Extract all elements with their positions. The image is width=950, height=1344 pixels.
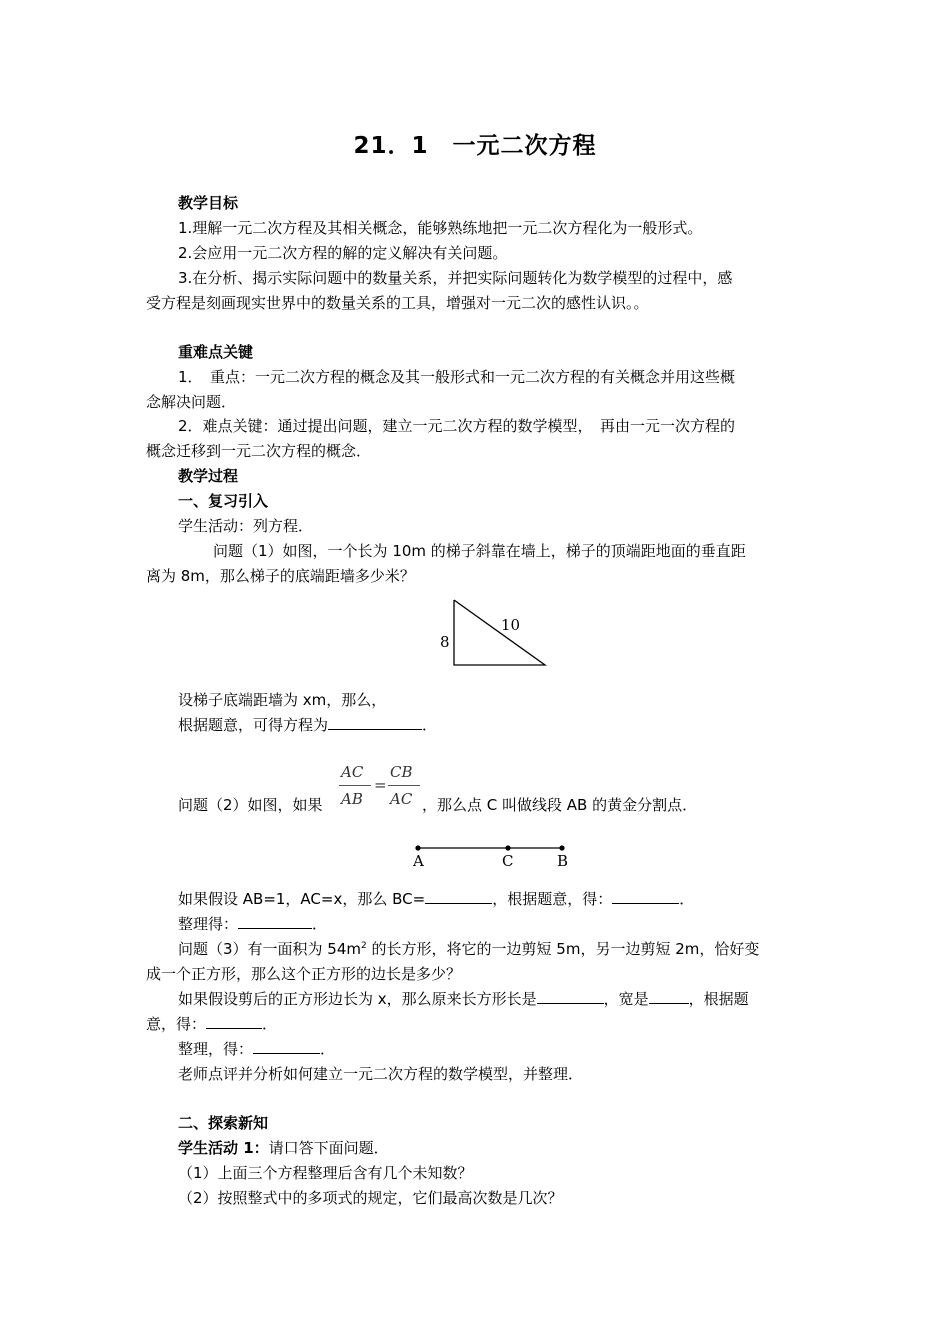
question-3-text: 成一个正方形，那么这个正方形的边长是多少？ bbox=[146, 965, 462, 983]
superscript: 2 bbox=[361, 941, 367, 951]
question-3-tidy bbox=[178, 1039, 335, 1059]
activity-1 bbox=[178, 1138, 389, 1158]
goal-item: 3.在分析、揭示实际问题中的数量关系，并把实际问题转化为数学模型的过程中，感 bbox=[178, 269, 733, 287]
key-item: 念解决问题． bbox=[146, 393, 237, 411]
key-item: 概念迁移到一元二次方程的概念． bbox=[146, 442, 372, 460]
point-c-label: C bbox=[502, 852, 514, 870]
period: ． bbox=[312, 915, 328, 933]
fraction-bar bbox=[339, 785, 371, 786]
question-1-text: 问题（1）如图，一个长为 10m 的梯子斜靠在墙上，梯子的顶端距地面的垂直距 bbox=[213, 542, 746, 560]
section-heading: 二、探索新知 bbox=[178, 1114, 269, 1132]
point-b-label: B bbox=[557, 852, 569, 870]
goal-item: 1.理解一元二次方程及其相关概念，能够熟练地把一元二次方程化为一般形式。 bbox=[178, 219, 703, 237]
answer-blank bbox=[612, 889, 679, 904]
question-item: （2）按照整式中的多项式的规定，它们最高次数是几次？ bbox=[178, 1189, 563, 1207]
answer-blank bbox=[238, 914, 312, 929]
key-item: 1． 重点：一元二次方程的概念及其一般形式和一元二次方程的有关概念并用这些概 bbox=[178, 368, 736, 386]
key-item: 2．难点关键：通过提出问题，建立一元二次方程的数学模型， 再由一元一次方程的 bbox=[178, 417, 736, 435]
question-2-text-post: ，那么点 C 叫做线段 AB 的黄金分割点． bbox=[422, 796, 698, 814]
goals-heading: 教学目标 bbox=[178, 194, 239, 212]
assumption-text: 意，得： bbox=[146, 1015, 207, 1033]
tidy-label: 整理得： bbox=[178, 915, 239, 933]
activity-text: 学生活动：列方程． bbox=[178, 517, 314, 535]
answer-blank bbox=[425, 889, 492, 904]
period: ． bbox=[262, 1015, 278, 1033]
keys-heading: 重难点关键 bbox=[178, 343, 254, 361]
point-a-label: A bbox=[413, 852, 424, 870]
question-1-text: 离为 8m，那么梯子的底端距墙多少米？ bbox=[146, 567, 415, 585]
question-3-assumption bbox=[178, 989, 749, 1009]
assumption-text: 如果假设剪后的正方形边长为 x，那么原来长方形长是 bbox=[178, 990, 537, 1008]
triangle-hypotenuse-label: 10 bbox=[501, 616, 521, 634]
period: ． bbox=[679, 890, 695, 908]
answer-blank bbox=[206, 1014, 262, 1029]
section-heading: 一、复习引入 bbox=[178, 492, 269, 510]
question-1-setup: 设梯子底端距墙为 xm，那么， bbox=[178, 691, 387, 709]
fraction-bar bbox=[388, 785, 420, 786]
question-2-tidy bbox=[178, 914, 327, 934]
tidy-label: 整理，得： bbox=[178, 1040, 254, 1058]
teacher-comment: 老师点评并分析如何建立一元二次方程的数学模型，并整理． bbox=[178, 1065, 584, 1083]
question-item: （1）上面三个方程整理后含有几个未知数？ bbox=[178, 1164, 473, 1182]
fraction-numerator: CB bbox=[390, 763, 413, 781]
goal-item: 受方程是刻画现实世界中的数量关系的工具，增强对一元二次的感性认识。。 bbox=[146, 294, 649, 312]
triangle-side-label: 8 bbox=[440, 633, 450, 651]
assumption-text: ，宽是 bbox=[603, 990, 649, 1008]
equation-prompt: 根据题意，可得方程为 bbox=[178, 716, 329, 734]
question-3-text-post: 的长方形，将它的一边剪短 5m，另一边剪短 2m，恰好变 bbox=[366, 940, 760, 958]
activity-1-text: 请口答下面问题． bbox=[268, 1139, 389, 1157]
equals-sign: = bbox=[374, 776, 387, 794]
question-2-text-pre: 问题（2）如图，如果 bbox=[178, 796, 323, 814]
answer-blank bbox=[253, 1039, 320, 1054]
fraction-denominator: AB bbox=[341, 790, 363, 808]
assumption-text: ，根据题 bbox=[688, 990, 749, 1008]
page-title: 21．1 一元二次方程 bbox=[353, 133, 597, 159]
answer-blank bbox=[649, 989, 689, 1004]
answer-blank bbox=[328, 715, 422, 730]
golden-section-segment bbox=[410, 840, 570, 856]
period: ． bbox=[320, 1040, 336, 1058]
fraction-numerator: AC bbox=[341, 763, 364, 781]
goal-item: 2.会应用一元二次方程的解的定义解决有关问题。 bbox=[178, 244, 508, 262]
activity-1-label: 学生活动 1： bbox=[178, 1139, 269, 1157]
question-3-equation bbox=[146, 1014, 277, 1034]
fraction-denominator: AC bbox=[390, 790, 413, 808]
assumption-text: 如果假设 AB=1，AC=x，那么 BC= bbox=[178, 890, 426, 908]
question-3-text-pre: 问题（3）有一面积为 54m bbox=[178, 940, 362, 958]
answer-blank bbox=[537, 989, 604, 1004]
period: ． bbox=[422, 716, 438, 734]
assumption-text: ，根据题意，得： bbox=[492, 890, 613, 908]
question-3-text bbox=[178, 939, 759, 959]
question-2-assumption bbox=[178, 889, 694, 909]
process-heading: 教学过程 bbox=[178, 467, 239, 485]
question-1-equation bbox=[178, 715, 437, 735]
